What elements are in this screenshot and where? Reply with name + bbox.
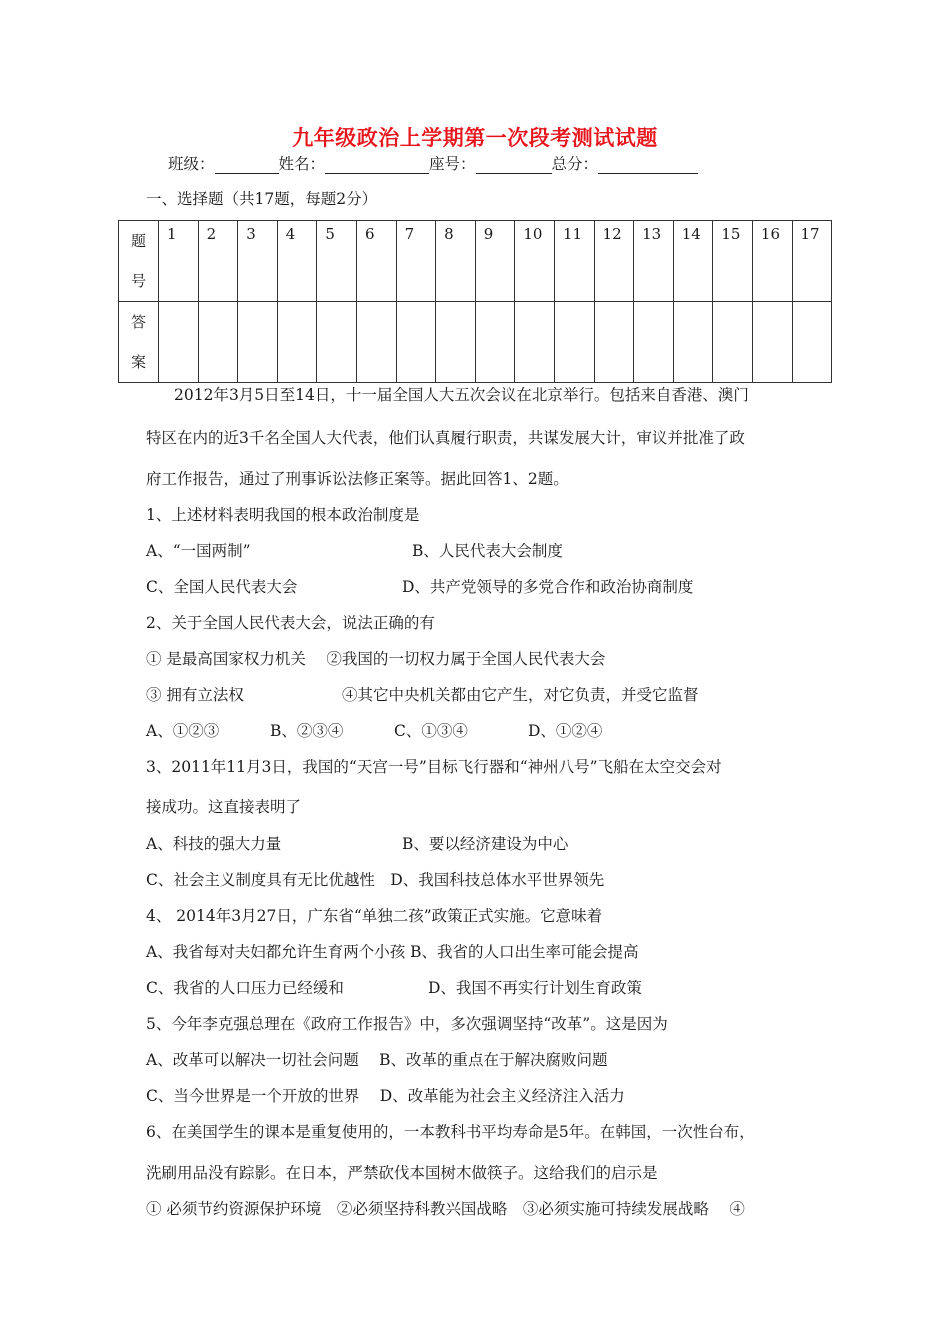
answer-cell[interactable] — [713, 302, 753, 383]
option-d: D、共产党领导的多党合作和政治协商制度 — [402, 578, 694, 596]
answer-cell[interactable] — [317, 302, 357, 383]
question-number-cell: 16 — [752, 221, 792, 302]
question-number-cell: 17 — [792, 221, 832, 302]
question-number-cell: 15 — [713, 221, 753, 302]
question-number-cell: 7 — [396, 221, 436, 302]
answer-cell[interactable] — [515, 302, 555, 383]
question-number-cell: 13 — [634, 221, 674, 302]
answer-cell[interactable] — [436, 302, 476, 383]
option-d: D、①②④ — [528, 722, 603, 740]
score-label: 总分： — [551, 155, 599, 173]
answer-cell[interactable] — [198, 302, 238, 383]
answer-table — [118, 220, 832, 383]
answer-cell[interactable] — [554, 302, 594, 383]
question-stem-cont: 洗刷用品没有踪影。在日本，严禁砍伐本国树木做筷子。这给我们的启示是 — [146, 1164, 658, 1182]
option-d: D、我国不再实行计划生育政策 — [428, 979, 642, 997]
question-number-cell: 6 — [356, 221, 396, 302]
option-b: B、②③④ — [270, 722, 344, 740]
question-stem: 1、上述材料表明我国的根本政治制度是 — [146, 506, 420, 524]
answer-cell[interactable] — [634, 302, 674, 383]
answer-cell[interactable] — [792, 302, 832, 383]
answer-cell[interactable] — [159, 302, 199, 383]
question-number-cell: 9 — [475, 221, 515, 302]
passage-line: 府工作报告，通过了刑事诉讼法修正案等。据此回答1、2题。 — [146, 470, 569, 488]
question-stem-cont: 接成功。这直接表明了 — [146, 798, 302, 816]
answer-cell[interactable] — [238, 302, 278, 383]
answer-cell[interactable] — [673, 302, 713, 383]
answer-cell[interactable] — [752, 302, 792, 383]
question-stem: 6、在美国学生的课本是重复使用的，一本教科书平均寿命是5年。在韩国，一次性台布， — [146, 1123, 755, 1141]
question-number-cell: 14 — [673, 221, 713, 302]
seat-blank[interactable] — [476, 157, 552, 174]
statement-4: ④其它中央机关都由它产生，对它负责，并受它监督 — [342, 686, 699, 704]
option-b: B、要以经济建设为中心 — [402, 835, 569, 853]
question-number-cell: 11 — [554, 221, 594, 302]
passage-line: 2012年3月5日至14日，十一届全国人大五次会议在北京举行。包括来自香港、澳门 — [174, 386, 749, 404]
question-number-cell: 12 — [594, 221, 634, 302]
question-number-cell: 8 — [436, 221, 476, 302]
name-blank[interactable] — [325, 157, 429, 174]
option-a: A、科技的强大力量 — [146, 835, 282, 853]
question-stem: 4、 2014年3月27日，广东省“单独二孩”政策正式实施。它意味着 — [146, 907, 603, 925]
option-c: C、全国人民代表大会 — [146, 578, 298, 596]
passage-line: 特区在内的近3千名全国人大代表，他们认真履行职责，共谋发展大计，审议并批准了政 — [146, 429, 745, 447]
answer-cell[interactable] — [475, 302, 515, 383]
option-c: C、①③④ — [394, 722, 468, 740]
answer-cell[interactable] — [594, 302, 634, 383]
question-number-row — [119, 221, 832, 302]
question-number-cell: 3 — [238, 221, 278, 302]
seat-label: 座号： — [429, 155, 476, 173]
option-b: B、人民代表大会制度 — [412, 542, 563, 560]
page-title: 九年级政治上学期第一次段考测试试题 — [292, 126, 658, 150]
option-a: A、“一国两制” — [146, 542, 251, 560]
option-a: A、①②③ — [146, 722, 220, 740]
option-ab: A、改革可以解决一切社会问题 B、改革的重点在于解决腐败问题 — [146, 1051, 608, 1069]
row-header-answer-text: 答案 — [130, 313, 146, 371]
question-stem: 3、2011年11月3日，我国的“天宫一号”目标飞行器和“神州八号”飞船在太空交会对 — [146, 758, 722, 776]
answer-cell[interactable] — [277, 302, 317, 383]
statement-3: ③ 拥有立法权 — [146, 686, 244, 704]
question-number-cell: 2 — [198, 221, 238, 302]
student-info-line — [168, 152, 698, 174]
score-blank[interactable] — [598, 157, 698, 174]
question-number-cell: 1 — [159, 221, 199, 302]
question-number-cell: 4 — [277, 221, 317, 302]
option-ab: A、我省每对夫妇都允许生育两个小孩 B、我省的人口出生率可能会提高 — [146, 943, 639, 961]
option-cd: C、社会主义制度具有无比优越性 D、我国科技总体水平世界领先 — [146, 871, 605, 889]
statement-line: ① 必须节约资源保护环境 ②必须坚持科教兴国战略 ③必须实施可持续发展战略 ④ — [146, 1200, 745, 1218]
row-header-question-text: 题号 — [130, 232, 146, 290]
question-number-cell: 10 — [515, 221, 555, 302]
section-heading: 一、选择题（共17题，每题2分） — [146, 190, 378, 208]
question-stem: 5、今年李克强总理在《政府工作报告》中，多次强调坚持“改革”。这是因为 — [146, 1015, 668, 1033]
answer-cell[interactable] — [396, 302, 436, 383]
question-number-cell: 5 — [317, 221, 357, 302]
option-cd: C、当今世界是一个开放的世界 D、改革能为社会主义经济注入活力 — [146, 1087, 625, 1105]
class-label: 班级： — [168, 155, 215, 173]
row-header-question — [119, 221, 159, 302]
answer-cell[interactable] — [356, 302, 396, 383]
option-c: C、我省的人口压力已经缓和 — [146, 979, 344, 997]
answer-row — [119, 302, 832, 383]
question-stem: 2、关于全国人民代表大会，说法正确的有 — [146, 614, 435, 632]
name-label: 姓名： — [278, 155, 326, 173]
row-header-answer — [119, 302, 159, 383]
class-blank[interactable] — [215, 157, 279, 174]
statement-line: ① 是最高国家权力机关 ②我国的一切权力属于全国人民代表大会 — [146, 650, 606, 668]
